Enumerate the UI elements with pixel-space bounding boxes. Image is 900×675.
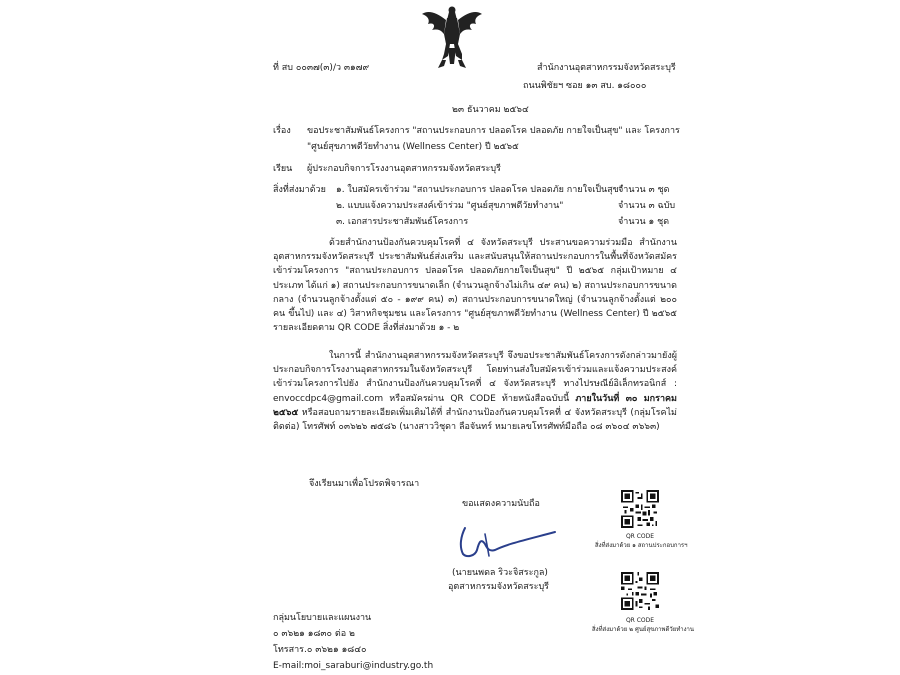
deadline-text: ภายในวันที่ ๓๐ มกราคม ๒๕๖๕ [273, 393, 677, 418]
regards-text: ขอแสดงความนับถือ [462, 499, 540, 509]
sender-office: สำนักงานอุตสาหกรรมจังหวัดสระบุรี [537, 63, 676, 73]
qr-code-1-caption-2: สิ่งที่ส่งมาด้วย ๑ สถานประกอบการฯ [595, 542, 688, 549]
subject-line-2: "ศูนย์สุขภาพดีวัยทำงาน (Wellness Center) ปี ๒๕๖๕ [307, 142, 519, 152]
reference-number: ที่ สบ ๐๐๓๗(๓)/ว ๓๑๗๙ [273, 63, 370, 73]
body-paragraph-1: ด้วยสำนักงานป้องกันควบคุมโรคที่ ๔ จังหวัดสระบุรี ประสานขอความร่วมมือ สำนักงานอุตสาหกรรมจังหวัดสระบุรี ประชาสัมพันธ์ส่งเสริม และสนับสนุนให้สถานประกอบการในพื้นที่จังหวัดสมัครเข้าร่วมโครงการ "สถานประกอบการ ปลอดโรค ปลอดภัยกายใจเป็นสุข" ปี ๒๕๖๕ กลุ่มเป้าหมาย ๔ ประเภท ได้แก่ ๑) สถานประกอบการขนาดเล็ก (จำนวนลูกจ้างไม่เกิน ๔๙ คน) ๒) สถานประกอบการขนาดกลาง (จำนวนลูกจ้างตั้งแต่ ๕๐ - ๑๙๙ คน) ๓) สถานประกอบการขนาดใหญ่ (จำนวนลูกจ้างตั้งแต่ ๒๐๐ คน ขึ้นไป) และ ๔) วิสาหกิจชุมชน และโครงการ "ศูนย์สุขภาพดีวัยทำงาน (Wellness Center) ปี ๒๕๖๕ รายละเอียดตาม QR CODE สิ่งที่ส่งมาด้วย ๑ - ๒ [273, 238, 677, 334]
qr-code-1-caption-1: QR CODE [625, 533, 655, 540]
footer-fax: โทรสาร.๐ ๓๖๒๑ ๑๘๔๐ [273, 645, 367, 655]
recipient-text: ผู้ประกอบกิจการโรงงานอุตสาหกรรมจังหวัดสระบุรี [307, 164, 501, 174]
enclosure-qty: จำนวน ๓ ฉบับ [618, 201, 676, 211]
signatory-title: อุตสาหกรรมจังหวัดสระบุรี [448, 582, 549, 592]
garuda-emblem-icon [420, 4, 484, 70]
sender-address: ถนนพิชัยฯ ซอย ๑๓ สบ. ๑๘๐๐๐ [523, 81, 647, 91]
footer-department: กลุ่มนโยบายและแผนงาน [273, 613, 372, 623]
letter-date: ๒๓ ธันวาคม ๒๕๖๔ [452, 105, 529, 115]
footer-telephone: ๐ ๓๖๒๑ ๑๘๓๐ ต่อ ๒ [273, 629, 355, 639]
qr-code-1[interactable] [621, 490, 659, 528]
enclosures-label: สิ่งที่ส่งมาด้วย [273, 185, 326, 195]
body-paragraph-2-text-b: หรือสอบถามรายละเอียดเพิ่มเติมได้ที่ สำนักงานป้องกันควบคุมโรคที่ ๔ จังหวัดสระบุรี (กลุ่มโรคไม่ติดต่อ) โทรศัพท์ ๐๓๖๒๖ ๗๕๘๖ (นางสาววิชุดา ลือจันทร์ หมายเลขโทรศัพท์มือถือ ๐๘ ๓๖๐๔ ๓๖๖๓) [273, 407, 677, 433]
body-paragraph-2 [273, 349, 677, 434]
qr-code-2[interactable] [621, 572, 659, 610]
qr-code-2-caption-1: QR CODE [625, 617, 655, 624]
handwritten-signature [455, 522, 565, 560]
subject-label: เรื่อง [273, 126, 291, 136]
signatory-name: (นายนพดล ริวะจิสระกูล) [452, 568, 548, 578]
enclosure-item: ๒. แบบแจ้งความประสงค์เข้าร่วม "ศูนย์สุขภาพดีวัยทำงาน" [336, 201, 564, 211]
recipient-label: เรียน [273, 164, 293, 174]
body-paragraph-2-text-a: ในการนี้ สำนักงานอุตสาหกรรมจังหวัดสระบุรี จึงขอประชาสัมพันธ์โครงการดังกล่าวมายังผู้ประกอบกิจการโรงงานอุตสาหกรรมในจังหวัดสระบุรี โดยท่านส่งใบสมัครเข้าร่วมและแจ้งความประสงค์เข้าร่วมโครงการไปยัง สำนักงานป้องกันควบคุมโรคที่ ๔ จังหวัดสระบุรี ทางไปรษณีย์อิเล็กทรอนิกส์ : envoccdpc4@gmail.com หรือสมัครผ่าน QR CODE ท้ายหนังสือฉบับนี้ [273, 351, 677, 404]
subject-line-1: ขอประชาสัมพันธ์โครงการ "สถานประกอบการ ปลอดโรค ปลอดภัย กายใจเป็นสุข" และ โครงการ [307, 126, 680, 136]
closing-sentence: จึงเรียนมาเพื่อโปรดพิจารณา [309, 479, 420, 489]
footer-email[interactable]: E-mail:moi_saraburi@industry.go.th [273, 661, 434, 671]
enclosure-item: ๑. ใบสมัครเข้าร่วม "สถานประกอบการ ปลอดโรค ปลอดภัย กายใจเป็นสุข" [336, 185, 623, 195]
enclosure-qty: จำนวน ๑ ชุด [618, 217, 670, 227]
enclosure-qty: จำนวน ๓ ชุด [618, 185, 670, 195]
enclosure-item: ๓. เอกสารประชาสัมพันธ์โครงการ [336, 217, 469, 227]
qr-code-2-caption-2: สิ่งที่ส่งมาด้วย ๒ ศูนย์สุขภาพดีวัยทำงาน [592, 626, 694, 633]
